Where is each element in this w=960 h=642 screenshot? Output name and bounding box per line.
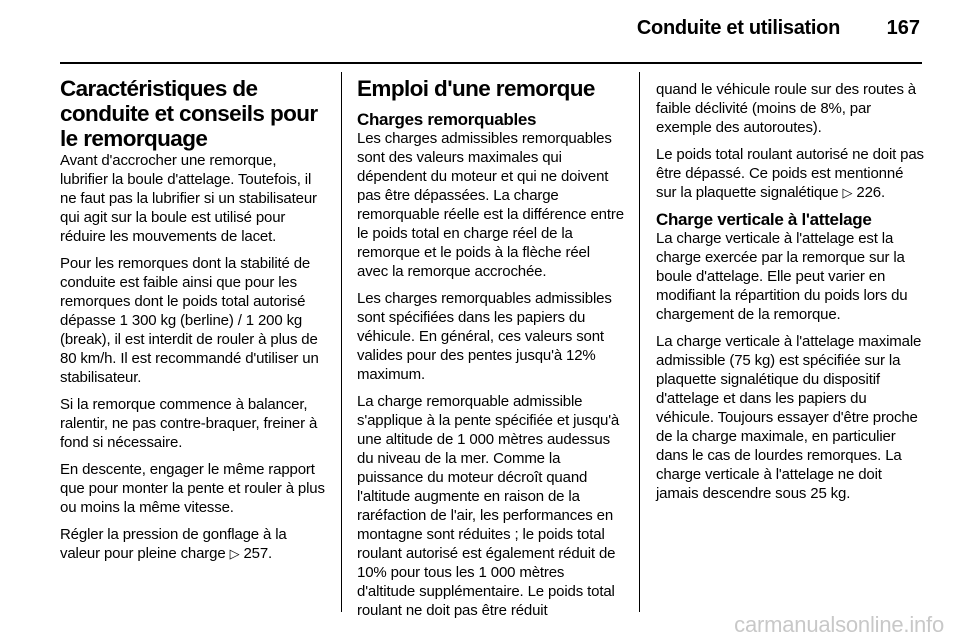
arrow-reference-icon: ▷ xyxy=(842,185,853,200)
page-reference[interactable]: 226. xyxy=(856,184,885,201)
paragraph-text: Le poids total roulant autorisé ne doit pas être dépassé. Ce poids est mentionné sur la plaquette signalétique xyxy=(656,146,924,201)
paragraph: Les charges admissibles remorquables sont des valeurs maximales qui dépendent du moteur et qui ne doivent pas être dépassées. La charge remorquable réelle est la différence entre le poids total en charge réel de la remorque et le poids à la flèche réel avec la remorque accrochée. xyxy=(357,130,624,280)
column-divider-1 xyxy=(341,72,342,612)
paragraph: Pour les remorques dont la stabilité de conduite est faible ainsi que pour les remorques dont le poids total autorisé dépasse 1 300 kg (berline) / 1 200 kg (break), il est interdit de rouler à plus de 80 km/h. Il est recommandé d'utiliser un stabilisateur. xyxy=(60,255,319,386)
paragraph-with-reference xyxy=(60,525,328,563)
section-heading-trailer-use: Emploi d'une remorque xyxy=(357,76,595,101)
page-number: 167 xyxy=(886,17,920,39)
paragraph: La charge remorquable admissible s'applique à la pente spécifiée et jusqu'à une altitude de 1 000 mètres audessus du niveau de la mer. Comme la puissance du moteur décroît quand l'altitude augmente en raison de la raréfaction de l'air, les performances en montagne sont réduites ; le poids total roulant autorisé est également réduit de 10% pour tous les 1 000 mètres d'altitude supplémentaire. Le poids total roulant ne doit pas être réduit xyxy=(357,393,620,619)
subheading-vertical-load: Charge verticale à l'attelage xyxy=(656,210,872,229)
paragraph-text: Régler la pression de gonflage à la valeur pour pleine charge xyxy=(60,526,287,562)
page-reference[interactable]: 257. xyxy=(243,545,273,562)
column-1 xyxy=(60,76,328,571)
paragraph: La charge verticale à l'attelage maximale admissible (75 kg) est spécifiée sur la plaquette signalétique du dispositif d'attelage et dans les papiers du véhicule. Toujours essayer d'être proche de la charge maximale, en particulier dans le cas de lourdes remorques. La charge verticale à l'attelage ne doit jamais descendre sous 25 kg. xyxy=(656,333,922,502)
section-heading-towing-tips: Caractéristiques de conduite et conseils pour le remorquage xyxy=(60,76,318,151)
arrow-reference-icon: ▷ xyxy=(229,546,240,561)
subheading-trailer-loads: Charges remorquables xyxy=(357,110,537,129)
paragraph: Avant d'accrocher une remorque, lubrifier la boule d'attelage. Toutefois, il ne faut pas la lubrifier si un stabilisateur qui agit sur la boule est utilisé pour réduire les mouvements de lacet. xyxy=(60,152,317,245)
paragraph: quand le véhicule roule sur des routes à faible déclivité (moins de 8%, par exemple des autoroutes). xyxy=(656,81,917,136)
column-2 xyxy=(357,76,625,628)
paragraph-with-reference xyxy=(656,145,924,202)
paragraph: La charge verticale à l'attelage est la charge exercée par la remorque sur la boule d'attelage. Elle peut varier en modifiant la répartition du poids lors du chargement de la remorque. xyxy=(656,230,908,323)
header-rule xyxy=(60,62,922,64)
paragraph: En descente, engager le même rapport que pour monter la pente et rouler à plus ou moins la même vitesse. xyxy=(60,461,325,516)
page-header-title: Conduite et utilisation xyxy=(636,17,840,39)
column-divider-2 xyxy=(639,72,640,612)
paragraph: Les charges remorquables admissibles sont spécifiées dans les papiers du véhicule. En général, ces valeurs sont valides pour des pentes jusqu'à 12% maximum. xyxy=(357,290,612,383)
column-3 xyxy=(656,80,924,511)
paragraph: Si la remorque commence à balancer, ralentir, ne pas contre-braquer, freiner à fond si nécessaire. xyxy=(60,396,318,451)
watermark: carmanualsonline.info xyxy=(734,612,944,637)
